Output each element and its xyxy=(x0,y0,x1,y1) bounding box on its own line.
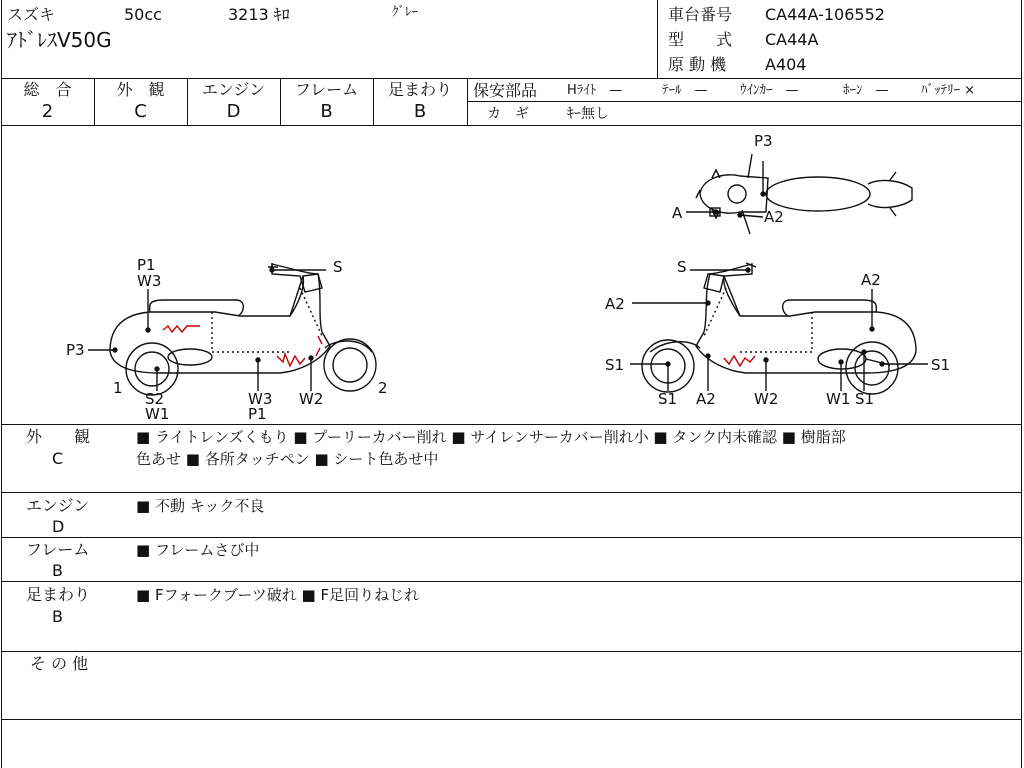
notes-frame-grade: B xyxy=(52,561,63,580)
right-label-a2-bottom: A2 xyxy=(696,390,716,408)
left-side-scooter xyxy=(88,263,376,395)
right-label-w2: W2 xyxy=(754,390,779,408)
type-value: CA44A xyxy=(765,30,819,49)
engine-model: A404 xyxy=(765,55,807,74)
key-value: ｷｰ無し xyxy=(567,106,609,122)
key-label: カ ギ xyxy=(487,106,529,122)
right-side-scooter xyxy=(630,263,928,394)
notes-frame-label: フレーム xyxy=(26,540,90,559)
overall-label: 総 合 xyxy=(23,80,72,99)
left-label-1: 1 xyxy=(113,379,123,397)
right-label-s1-right: S1 xyxy=(931,356,951,374)
notes-exterior-label: 外 観 xyxy=(26,427,91,446)
overall-grade: 2 xyxy=(41,101,54,122)
left-label-s: S xyxy=(333,258,343,276)
header-divider xyxy=(657,0,658,78)
notes-exterior-grade: C xyxy=(52,449,64,468)
frame-grade: B xyxy=(320,101,333,122)
type-label: 型 式 xyxy=(668,30,733,49)
left-label-w1: W1 xyxy=(145,405,170,423)
suspension-grade: B xyxy=(413,101,427,122)
rating-mid-line xyxy=(467,101,1022,102)
color: ｸﾞﾚｰ xyxy=(392,5,418,20)
notes-suspension-text: ■ Fフォークブーツ破れ ■ F足回りねじれ xyxy=(136,586,420,604)
top-label-p3: P3 xyxy=(754,132,773,150)
right-label-s1-left: S1 xyxy=(605,356,625,374)
notes-engine-grade: D xyxy=(52,517,65,536)
maker: スズキ xyxy=(7,5,56,24)
exterior-label: 外 観 xyxy=(116,80,165,99)
right-label-s: S xyxy=(677,258,687,276)
right-label-a2-left: A2 xyxy=(605,295,625,313)
notes-exterior-line1: ■ ライトレンズくもり ■ プーリーカバー削れ ■ サイレンサーカバー削れ小 ■ タンク内未確認 ■ 樹脂部 xyxy=(136,428,846,446)
safety-label: 保安部品 xyxy=(473,81,538,100)
right-label-w1: W1 xyxy=(826,390,851,408)
notes-line-3 xyxy=(1,581,1022,582)
left-label-p1-top: P1 xyxy=(137,256,156,274)
safety-battery: ﾊﾞｯﾃﾘｰ × xyxy=(921,83,976,98)
top-label-a: A xyxy=(672,204,683,222)
top-label-a2: A2 xyxy=(764,208,784,226)
engine-grade: D xyxy=(226,101,241,122)
model-name: ｱﾄﾞﾚｽV50G xyxy=(7,28,112,52)
safety-headlight: Hﾗｲﾄ — xyxy=(567,83,623,98)
left-label-w3-top: W3 xyxy=(137,272,162,290)
left-label-2: 2 xyxy=(378,379,388,397)
left-label-p3: P3 xyxy=(66,341,85,359)
left-label-p1-bottom: P1 xyxy=(248,405,267,423)
notes-engine-text: ■ 不動 キック不良 xyxy=(136,497,265,515)
safety-tail: ﾃｰﾙ — xyxy=(662,83,708,98)
notes-line-2 xyxy=(1,537,1022,538)
top-view-scooter xyxy=(686,154,912,234)
notes-engine-label: エンジン xyxy=(26,496,90,515)
frame-label: フレーム xyxy=(294,80,359,99)
displacement: 50cc xyxy=(124,5,162,24)
engine-model-label: 原 動 機 xyxy=(668,55,727,74)
suspension-label: 足まわり xyxy=(387,80,452,99)
notes-suspension-grade: B xyxy=(52,607,63,626)
left-side-labels xyxy=(66,256,388,423)
right-label-s1-bottom2: S1 xyxy=(855,390,875,408)
mileage: 3213 ｷﾛ xyxy=(228,5,290,24)
engine-label: エンジン xyxy=(201,80,266,99)
left-label-w3-bottom: W3 xyxy=(248,390,273,408)
frame-no-label: 車台番号 xyxy=(668,5,733,24)
safety-horn: ﾎｰﾝ — xyxy=(843,83,889,98)
notes-line-1 xyxy=(1,492,1022,493)
notes-exterior-line2: 色あせ ■ 各所タッチペン ■ シート色あせ中 xyxy=(136,450,439,468)
left-label-s2: S2 xyxy=(145,390,165,408)
notes-other-label: そ の 他 xyxy=(30,654,89,673)
notes-suspension-label: 足まわり xyxy=(26,585,91,604)
right-label-a2-top: A2 xyxy=(861,271,881,289)
header-bottom-line xyxy=(1,78,1022,79)
notes-frame-text: ■ フレームさび中 xyxy=(136,541,260,559)
rating-col-5 xyxy=(467,78,468,125)
scooter-damage-diagram xyxy=(0,126,1024,426)
right-label-s1-bottom: S1 xyxy=(658,390,678,408)
right-side-labels xyxy=(605,258,950,408)
left-label-w2: W2 xyxy=(299,390,324,408)
safety-winker: ｳｲﾝｶｰ — xyxy=(740,83,799,98)
notes-line-5 xyxy=(1,719,1022,720)
notes-line-4 xyxy=(1,651,1022,652)
frame-no: CA44A-106552 xyxy=(765,5,885,24)
exterior-grade: C xyxy=(134,101,147,122)
